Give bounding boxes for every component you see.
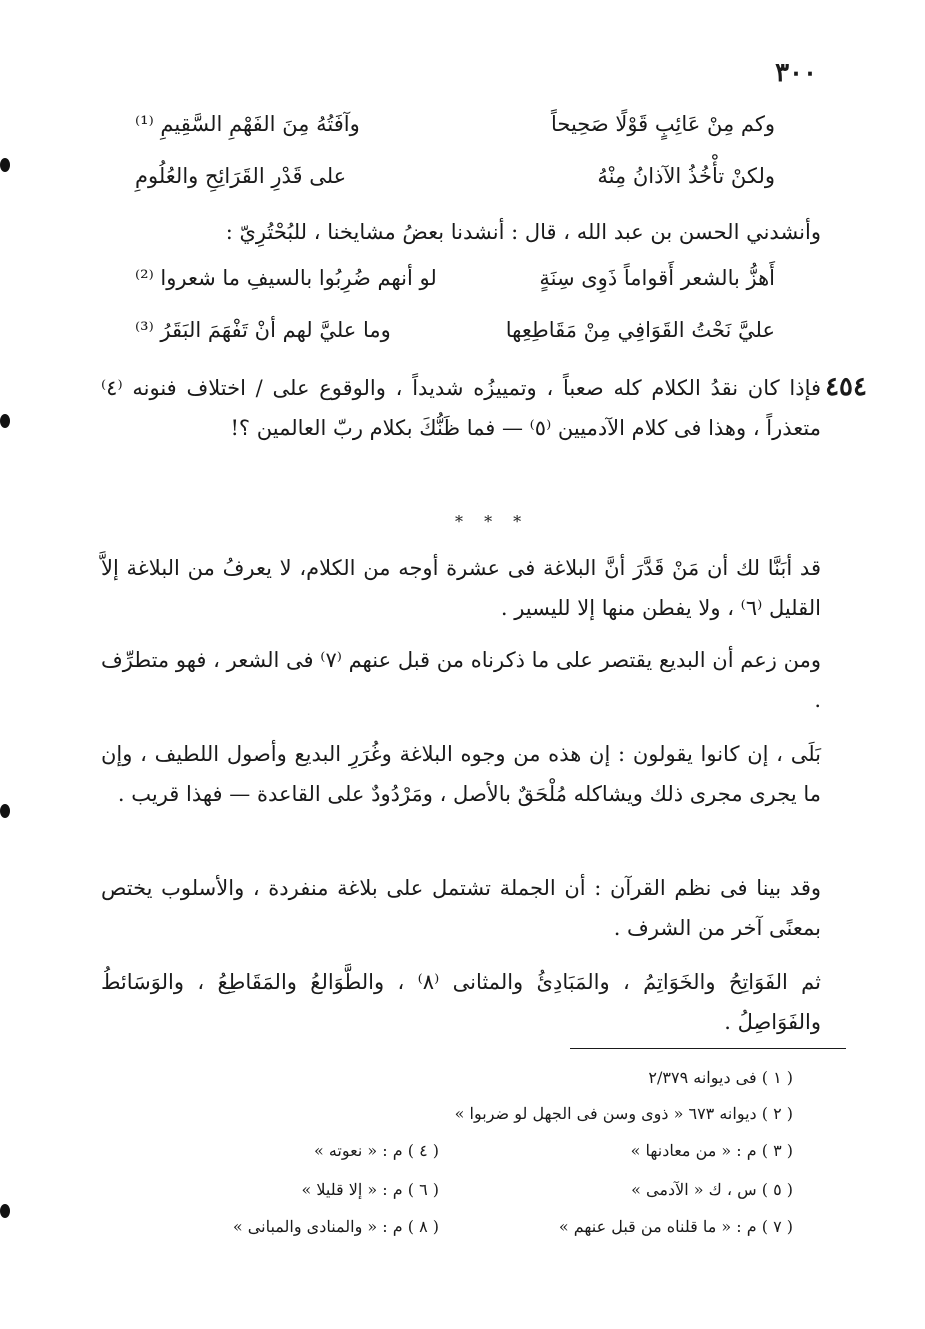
footnote-8: ( ٨ ) م : « والمنادى والمبانى » bbox=[232, 1217, 439, 1236]
verse-2 bbox=[135, 164, 775, 204]
footnote-6: ( ٦ ) م : « إلا قليلا » bbox=[301, 1180, 439, 1199]
verse-3-second-hemistich: لو أنهم ضُرِبُوا بالسيفِ ما شعروا ⁽²⁾ bbox=[135, 266, 437, 290]
verse-4-second-hemistich: وما عليَّ لهم أنْ تَفْهَمَ البَقَرُ ⁽³⁾ bbox=[135, 318, 391, 342]
paragraph-3: ومن زعم أن البديع يقتصر على ما ذكرناه من قبل عنهم ⁽٧⁾ فى الشعر ، فهو متطرِّف . bbox=[101, 648, 821, 712]
paragraph-4: بَلَى ، إن كانوا يقولون : إن هذه من وجوه البلاغة وغُرَرِ البديع وأصول اللطيف ، وإن ما يجرى مجرى ذلك ويشاكله مُلْحَقٌ بالأصل ، ومَرْدُودٌ على القاعدة — فهذا قريب . bbox=[101, 742, 821, 806]
verse-2-first-hemistich: ولكنْ تأْخُذُ الآذانُ مِنْهُ bbox=[597, 164, 775, 188]
footnote-7: ( ٧ ) م : « ما قلناه من قبل عنهم » bbox=[558, 1217, 793, 1236]
footnote-2: ( ٢ ) ديوانه ٦٧٣ « ذوى وسن فى الجهل لو ضربوا » bbox=[454, 1104, 793, 1123]
footnote-3: ( ٣ ) م : « من معادنها » bbox=[630, 1141, 793, 1160]
paragraph-5: وقد بينا فى نظم القرآن : أن الجملة تشتمل على بلاغة منفردة ، والأسلوب يختص بمعنًى آخر من الشرف . bbox=[101, 876, 821, 940]
footnote-5: ( ٥ ) س ، ك « الآدمى » bbox=[631, 1180, 793, 1199]
footnote-1: ( ١ ) فى ديوانه ٢/٣٧٩ bbox=[648, 1068, 793, 1087]
section-separator: * * * bbox=[455, 512, 530, 531]
verse-4 bbox=[135, 318, 775, 358]
scan-binding-hole-mark bbox=[0, 804, 10, 818]
scan-binding-hole-mark bbox=[0, 1204, 10, 1218]
margin-page-reference: ٤٥٤ bbox=[825, 372, 867, 402]
footnote-divider bbox=[570, 1048, 846, 1049]
verse-1-first-hemistich: وكم مِنْ عَائِبٍ قَوْلًا صَحِيحاً bbox=[551, 112, 775, 136]
verse-1 bbox=[135, 112, 775, 152]
verse-3-first-hemistich: أَهزُّ بالشعر أَقواماً ذَوِى سِنَةٍ bbox=[539, 266, 775, 290]
verse-1-second-hemistich: وآفَتُهُ مِنَ الفَهْمِ السَّقِيمِ ⁽¹⁾ bbox=[135, 112, 360, 136]
footnote-4: ( ٤ ) م : « نعوته » bbox=[313, 1141, 439, 1160]
verse-4-first-hemistich: عليَّ نَحْتُ القَوَافِي مِنْ مَقَاطِعِها bbox=[505, 318, 775, 342]
paragraph-1: فإذا كان نقدُ الكلام كله صعباً ، وتمييزُه شديداً ، والوقوع على / اختلاف فنونه ⁽٤⁾ متعذراً ، وهذا فى كلام الآدميين ⁽٥⁾ — فما ظَنُّكَ بكلام ربّ العالمين ؟! bbox=[101, 376, 822, 440]
intro-line: وأنشدني الحسن بن عبد الله ، قال : أنشدنا بعضُ مشايخنا ، للبُحْتُرِيّ : bbox=[225, 220, 821, 244]
scan-binding-hole-mark bbox=[0, 158, 10, 172]
paragraph-6: ثم الفَوَاتِحُ والخَوَاتِمُ ، والمَبَادِئُ والمثانى ⁽٨⁾ ، والطَّوَالعُ والمَقَاطِعُ ، والوَسَائطُ والفَوَاصِلُ . bbox=[101, 970, 821, 1034]
scan-binding-hole-mark bbox=[0, 414, 10, 428]
verse-3 bbox=[135, 266, 775, 306]
paragraph-2: قد أبَنَّا لك أن مَنْ قَدَّرَ أنَّ البلاغة فى عشرة أوجه من الكلام، لا يعرفُ من البلاغة إلاَّ القليل ⁽٦⁾ ، ولا يفطن منها إلا لليسير . bbox=[101, 556, 821, 620]
verse-2-second-hemistich: على قَدْرِ القَرَائِحِ والعُلُومِ bbox=[135, 164, 347, 188]
page-number: ٣٠٠ bbox=[775, 58, 817, 88]
